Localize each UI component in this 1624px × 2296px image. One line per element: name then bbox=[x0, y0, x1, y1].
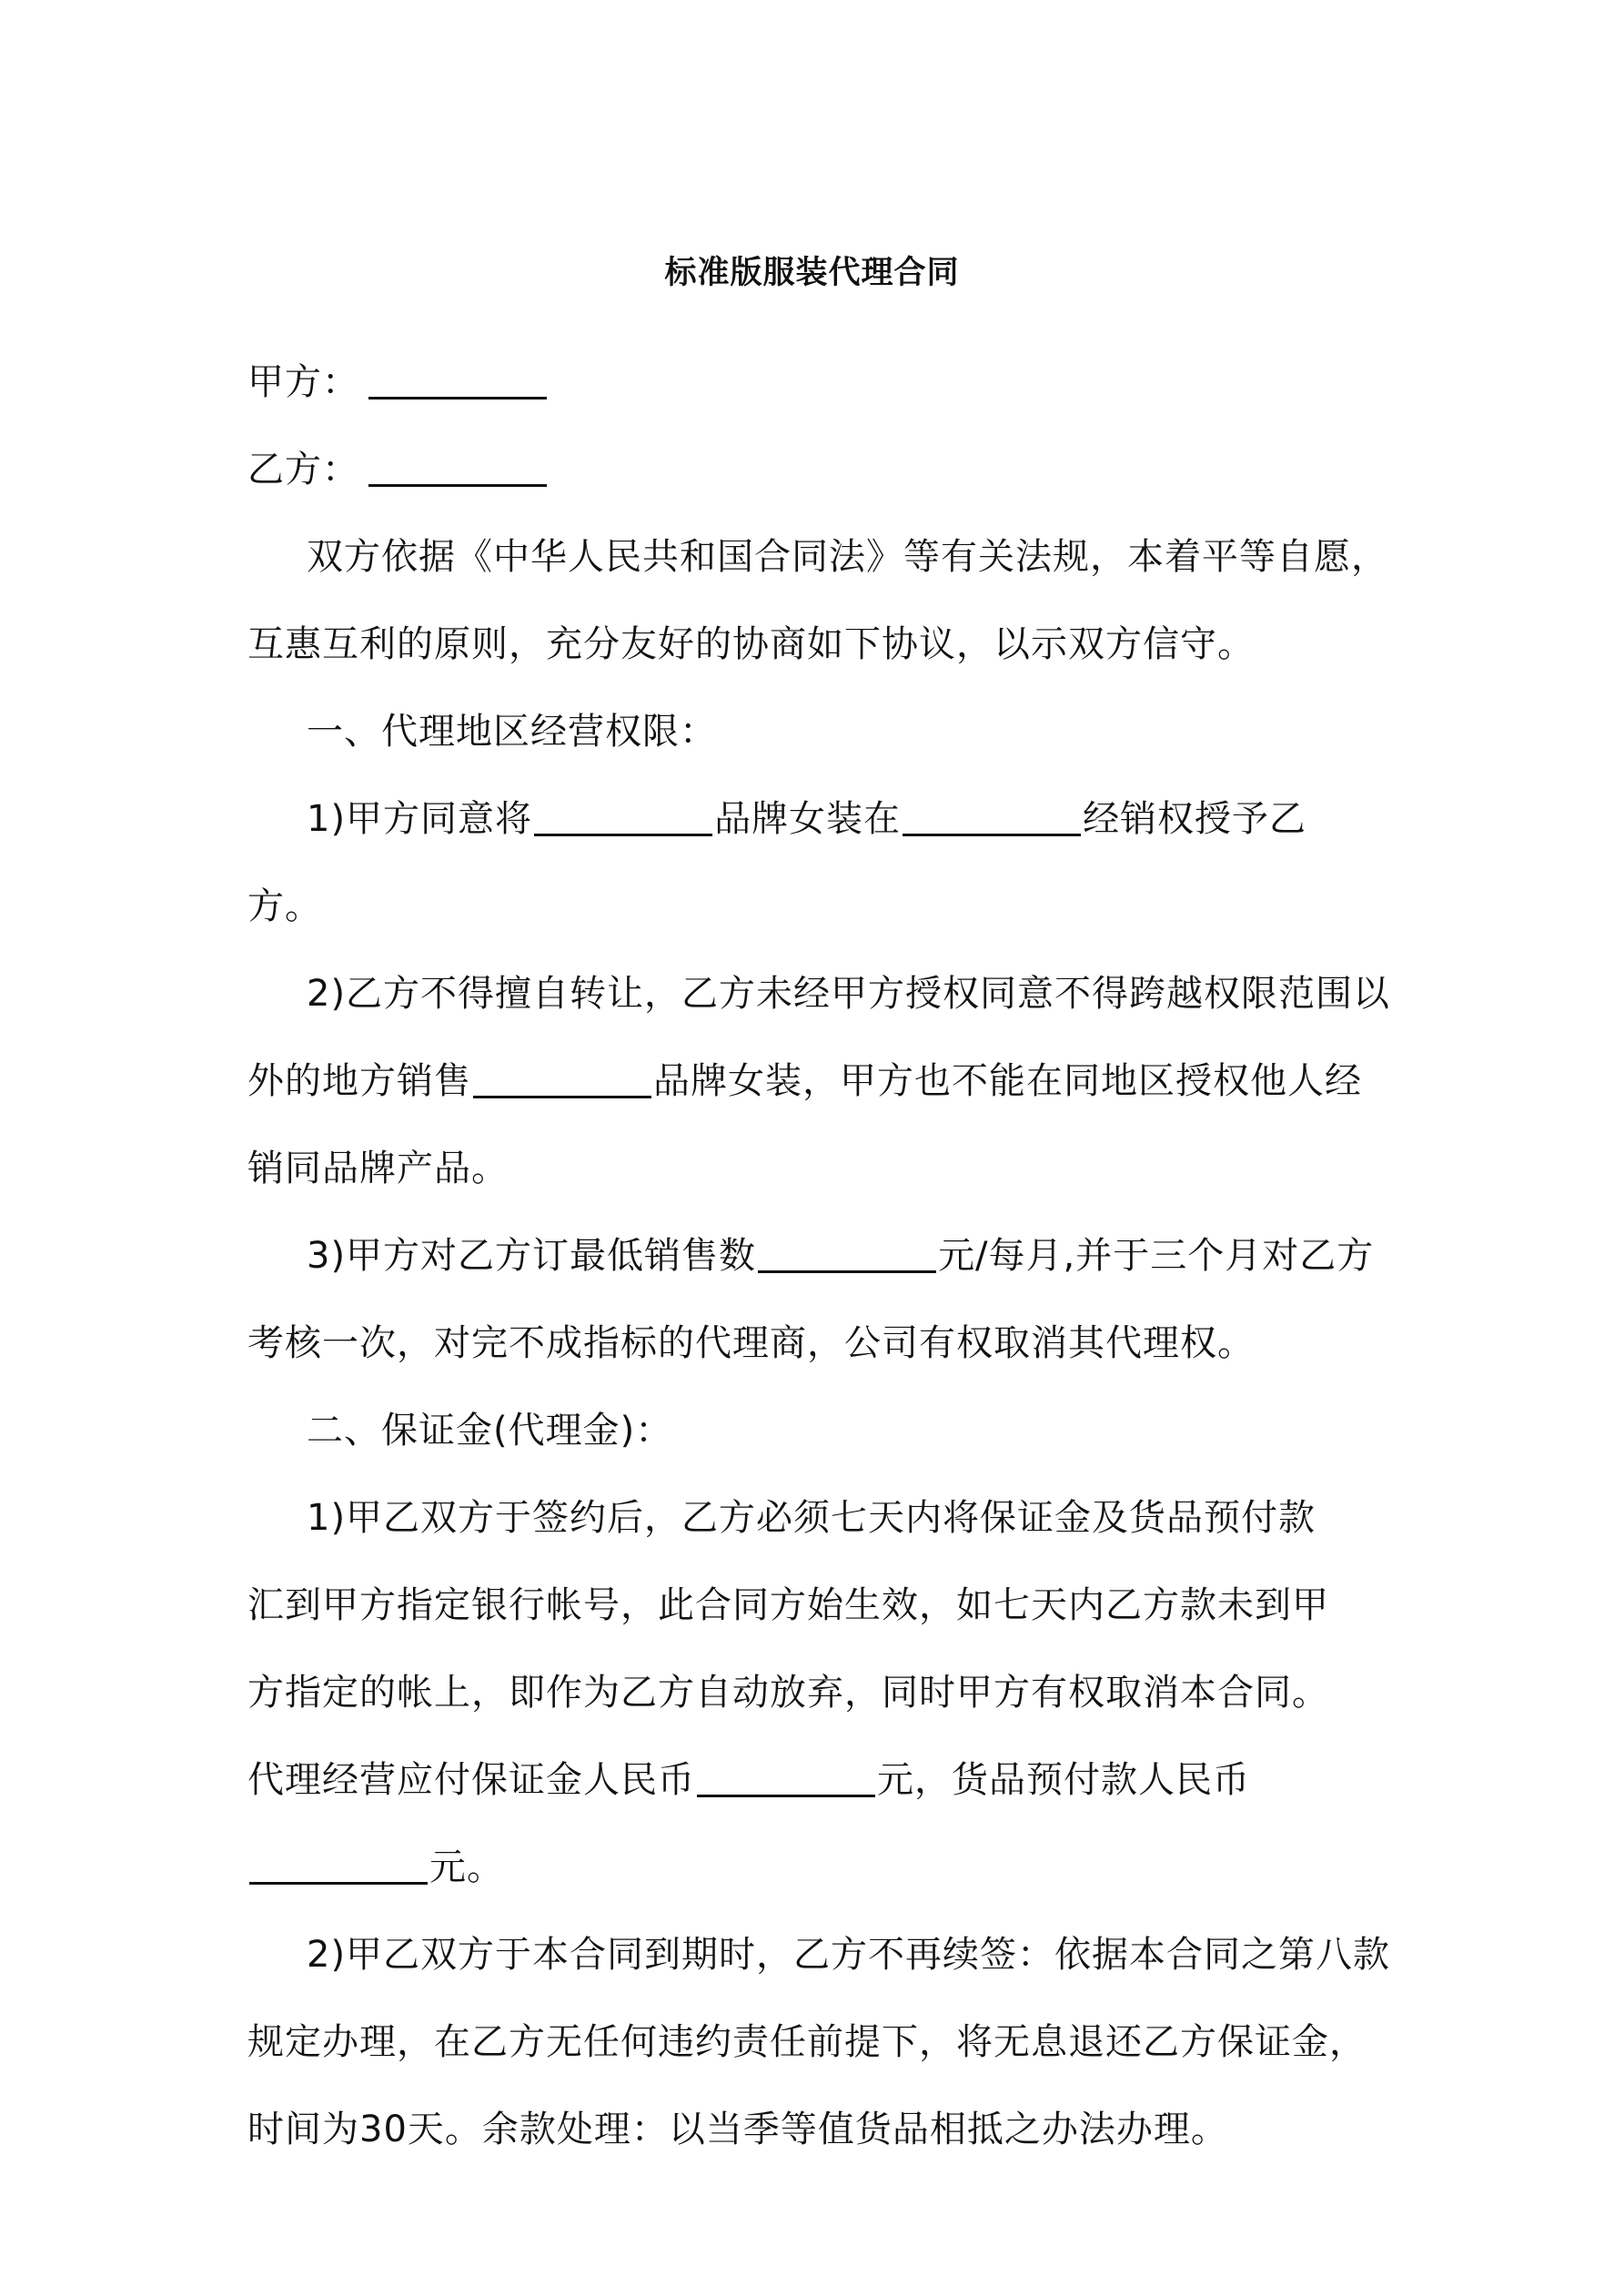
section-2-item-2: 2)甲乙双方于本合同到期时，乙方不再续签：依据本合同之第八款规定办理，在乙方无任何违约责任前提下，将无息退还乙方保证金，时间为30天。余款处理：以当季等值货品相抵之办法办理。 bbox=[247, 1934, 1391, 2150]
s1-item1-text-2: 品牌女装在 bbox=[714, 798, 902, 840]
s2-item1-text-1: 1)甲乙双方于签约后，乙方必须七天内将保证金及货品预付款汇到甲方指定银行帐号，此合同方始生效，如七天内乙方款未到甲方指定的帐上，即作为乙方自动放弃，同时甲方有权取消本合同。 bbox=[247, 1497, 1329, 1714]
section-1-heading: 一、代理地区经营权限： bbox=[307, 711, 717, 753]
section-1-item-1 bbox=[247, 775, 1396, 950]
intro-paragraph: 双方依据《中华人民共和国合同法》等有关法规，本着平等自愿，互惠互利的原则，充分友好的协商如下协议，以示双方信守。 bbox=[247, 536, 1388, 665]
section-1-item-2 bbox=[247, 950, 1396, 1212]
s1-item3-text-1: 3)甲方对乙方订最低销售数 bbox=[307, 1235, 757, 1277]
party-b-label: 乙方： bbox=[247, 449, 359, 491]
region-blank bbox=[903, 797, 1081, 836]
s1-item3-text-2: 元/每月,并于三个月对乙方考核一次，对完不成指标的代理商，公司有权取消其代理权。 bbox=[247, 1235, 1375, 1364]
section-2-heading: 二、保证金(代理金)： bbox=[307, 1410, 673, 1451]
party-a-blank bbox=[368, 360, 547, 400]
s1-item1-text-3: 经销权授予乙方。 bbox=[247, 798, 1307, 927]
s2-item1-text-4: 元。 bbox=[429, 1846, 504, 1888]
s1-item2-text-1: 2)乙方不得擅自转让，乙方未经甲方授权同意不得跨越权限范围以外的地方销售 bbox=[247, 973, 1391, 1102]
party-b-line bbox=[247, 426, 1396, 513]
deposit-blank bbox=[697, 1758, 875, 1797]
s1-item1-text-1: 1)甲方同意将 bbox=[307, 798, 533, 840]
prepayment-blank bbox=[249, 1846, 428, 1885]
party-b-blank bbox=[368, 448, 547, 487]
party-a-line bbox=[247, 339, 1396, 426]
s1-item2-text-2: 品牌女装，甲方也不能在同地区授权他人经销同品牌产品。 bbox=[247, 1060, 1362, 1189]
brand-blank-2 bbox=[473, 1059, 651, 1098]
section-1-item-3 bbox=[247, 1212, 1396, 1387]
s2-item1-text-2: 代理经营应付保证金人民币 bbox=[247, 1759, 695, 1801]
s2-item1-text-3: 元，货品预付款人民币 bbox=[877, 1759, 1250, 1801]
party-a-label: 甲方： bbox=[247, 361, 359, 403]
section-2-item-1 bbox=[247, 1474, 1396, 1911]
min-sales-blank bbox=[758, 1234, 936, 1273]
document-body bbox=[247, 339, 1396, 2173]
document-title: 标准版服装代理合同 bbox=[664, 255, 960, 291]
brand-blank bbox=[534, 797, 712, 836]
